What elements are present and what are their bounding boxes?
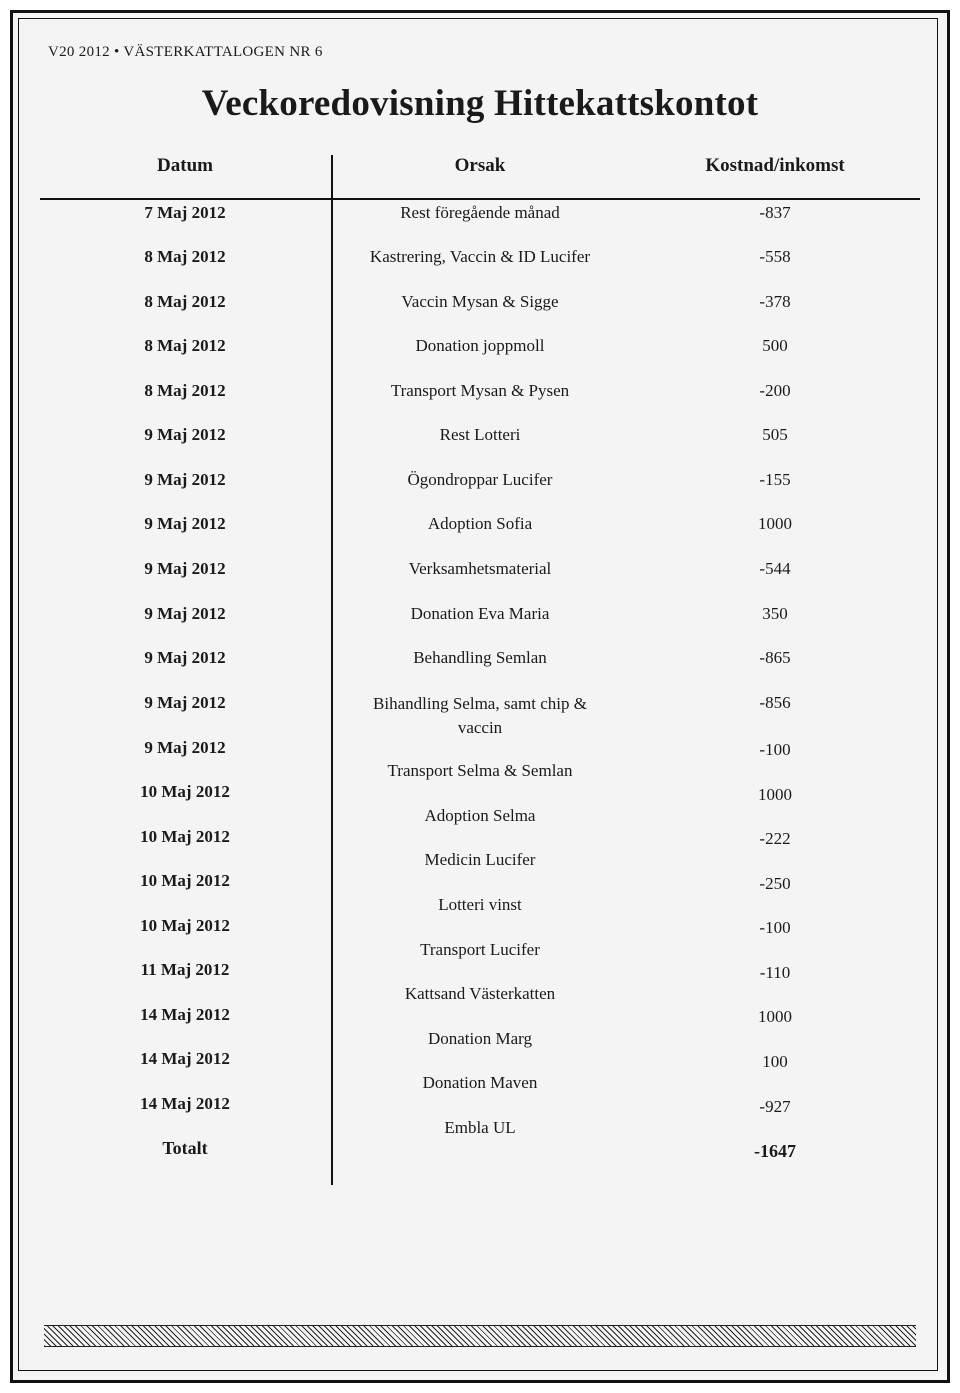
row-date: 9 Maj 2012 [144, 425, 226, 444]
row-reason: Lotteri vinst [438, 895, 522, 914]
row-reason: Adoption Selma [424, 806, 536, 825]
row-reason: Donation Maven [422, 1073, 538, 1092]
total-amount: -1647 [754, 1141, 796, 1161]
total-label: Totalt [162, 1138, 208, 1158]
row-date: 8 Maj 2012 [144, 292, 226, 311]
column-header-date: Datum [157, 155, 213, 176]
row-amount: -544 [759, 559, 791, 578]
row-amount: 1000 [758, 785, 792, 804]
row-reason: Donation Marg [427, 1029, 533, 1048]
row-amount: 505 [762, 425, 788, 444]
header-text: V20 2012 • VÄSTERKATTALOGEN NR 6 [48, 44, 323, 60]
row-amount: 500 [762, 336, 788, 355]
row-date: 9 Maj 2012 [144, 604, 226, 623]
row-reason: Transport Mysan & Pysen [390, 381, 570, 400]
header-divider [40, 198, 920, 200]
row-reason: Verksamhetsmaterial [408, 559, 552, 578]
row-date: 9 Maj 2012 [144, 693, 226, 712]
row-amount: 350 [762, 604, 788, 623]
row-reason: Kattsand Västerkatten [404, 984, 556, 1003]
row-reason: Transport Selma & Semlan [387, 761, 573, 780]
row-date: 9 Maj 2012 [144, 470, 226, 489]
row-amount: -222 [759, 829, 791, 848]
row-reason: Rest föregående månad [400, 203, 560, 222]
row-date: 8 Maj 2012 [144, 381, 226, 400]
row-date: 14 Maj 2012 [140, 1005, 230, 1024]
row-reason: Transport Lucifer [420, 940, 540, 959]
row-amount: 1000 [758, 514, 792, 533]
row-reason: Kastrering, Vaccin & ID Lucifer [369, 247, 591, 266]
row-amount: -378 [759, 292, 791, 311]
row-reason: Embla UL [444, 1118, 516, 1137]
column-header-amount: Kostnad/inkomst [705, 155, 845, 176]
row-reason: Donation joppmoll [415, 336, 545, 355]
page-title: Veckoredovisning Hittekattskontot [201, 83, 759, 124]
row-date: 14 Maj 2012 [140, 1094, 230, 1113]
row-reason: Adoption Sofia [427, 514, 533, 533]
row-amount: -558 [759, 247, 791, 266]
row-reason: Rest Lotteri [439, 425, 521, 444]
row-amount: 1000 [758, 1007, 792, 1026]
row-date: 9 Maj 2012 [144, 648, 226, 667]
row-amount: -856 [759, 693, 791, 712]
row-date: 10 Maj 2012 [140, 827, 230, 846]
row-date: 10 Maj 2012 [140, 916, 230, 935]
decorative-footer-bar [44, 1325, 916, 1347]
row-reason: Behandling Semlan [413, 648, 547, 667]
row-date: 7 Maj 2012 [144, 203, 226, 222]
row-reason: Bihandling Selma, samt chip & vaccin [373, 694, 587, 737]
row-amount: -100 [759, 740, 791, 759]
row-date: 9 Maj 2012 [144, 559, 226, 578]
column-header-reason: Orsak [454, 155, 506, 176]
row-date: 10 Maj 2012 [140, 782, 230, 801]
row-date: 8 Maj 2012 [144, 336, 226, 355]
row-amount: -110 [759, 963, 791, 982]
row-amount: -927 [759, 1097, 791, 1116]
row-date: 8 Maj 2012 [144, 247, 226, 266]
row-reason: Ögondroppar Lucifer [407, 470, 553, 489]
row-date: 10 Maj 2012 [140, 871, 230, 890]
row-amount: -837 [759, 203, 791, 222]
row-reason: Vaccin Mysan & Sigge [401, 292, 559, 311]
row-amount: -155 [759, 470, 791, 489]
row-reason: Medicin Lucifer [424, 850, 536, 869]
row-amount: -250 [759, 874, 791, 893]
row-date: 9 Maj 2012 [144, 514, 226, 533]
row-reason: Donation Eva Maria [410, 604, 550, 623]
row-amount: 100 [762, 1052, 788, 1071]
row-amount: -100 [759, 918, 791, 937]
row-date: 9 Maj 2012 [144, 738, 226, 757]
row-date: 11 Maj 2012 [140, 960, 230, 979]
row-amount: -200 [759, 381, 791, 400]
header-rule [40, 12, 914, 13]
row-date: 14 Maj 2012 [140, 1049, 230, 1068]
row-amount: -865 [759, 648, 791, 667]
